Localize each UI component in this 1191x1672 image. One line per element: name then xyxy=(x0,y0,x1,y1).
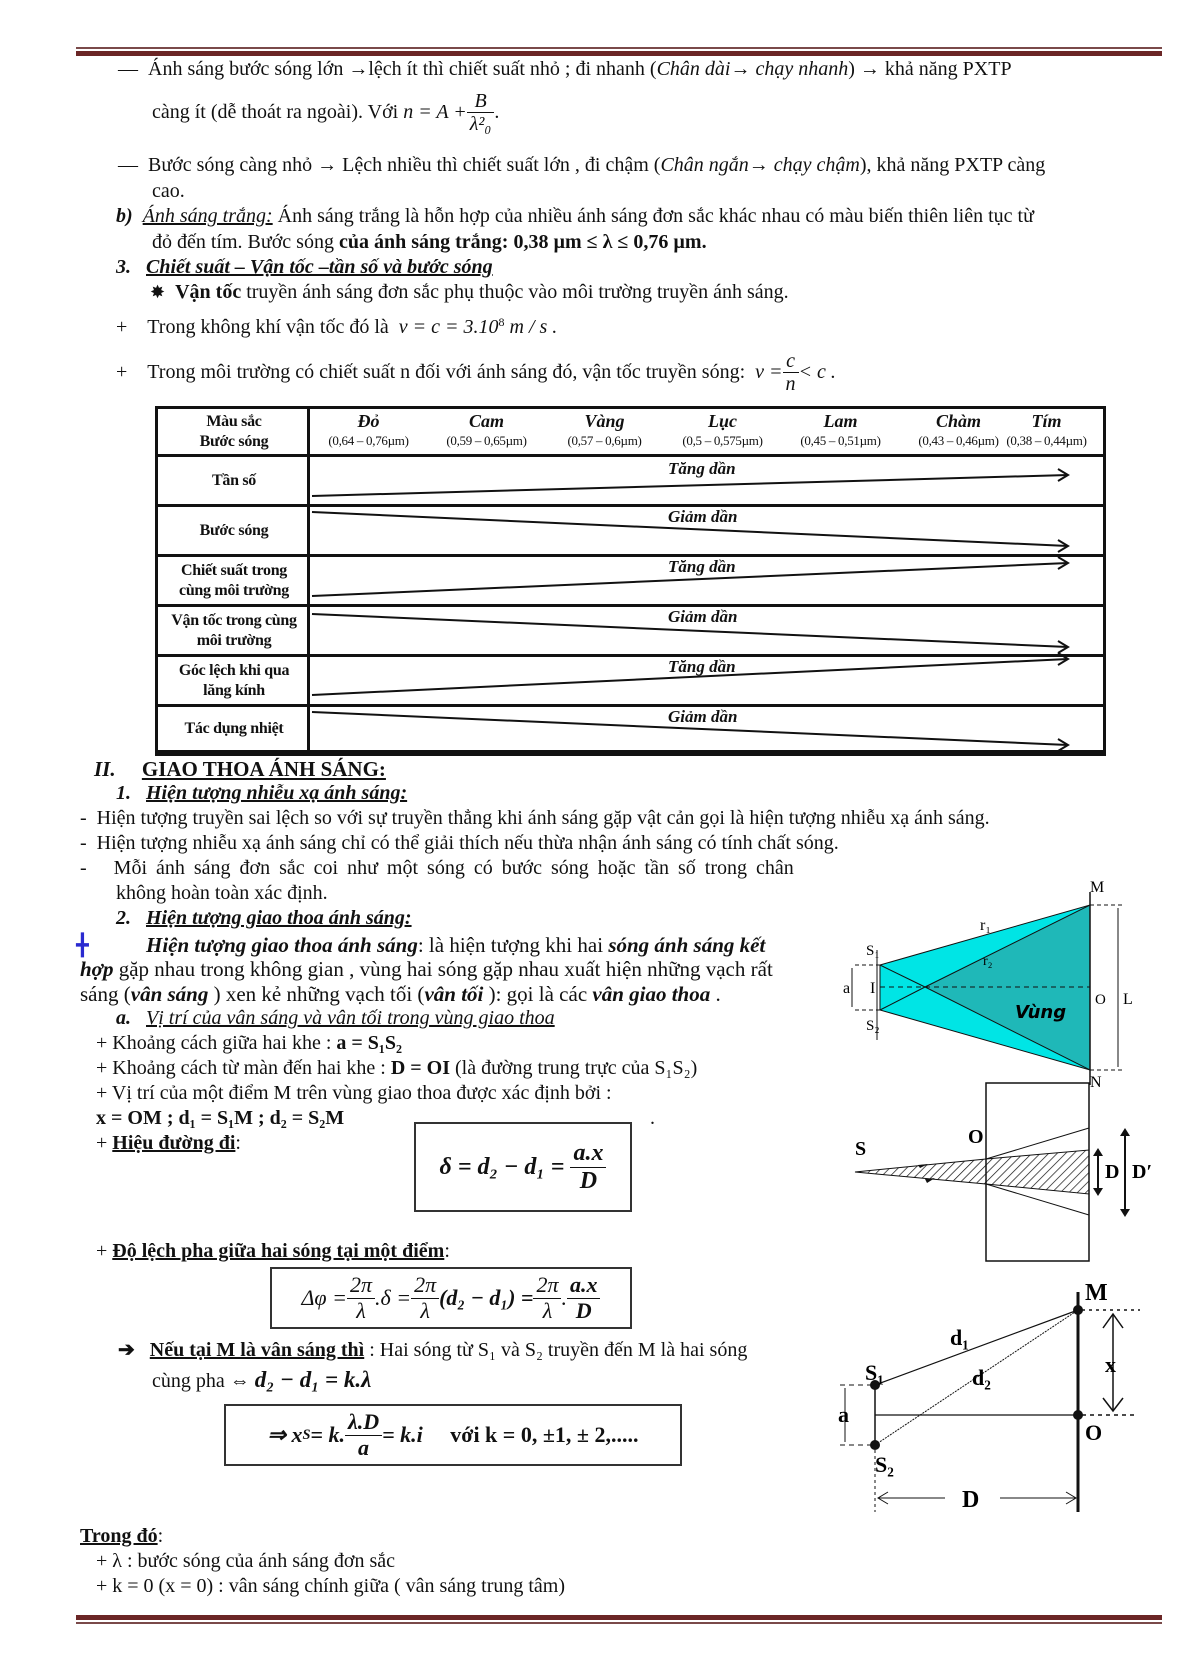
light-beam-diagram xyxy=(850,1080,1160,1270)
screen-distance: + Khoảng cách từ màn đến hai khe : D = OI (là đường trung trực của S₁S₂) xyxy=(96,1057,698,1079)
dash-bullet: — xyxy=(118,154,148,176)
list-item: - Hiện tượng truyền sai lệch so với sự truyền thẳng khi ánh sáng gặp vật cản gọi là hiện tượng nhiễu xạ ánh sáng. xyxy=(80,807,990,829)
list-item: + k = 0 (x = 0) : vân sáng chính giữa ( vân sáng trung tâm) xyxy=(96,1575,566,1597)
svg-text:S₂: S₂ xyxy=(875,1452,894,1477)
table-row: Góc lệch khi qua lăng kính Tăng dần xyxy=(158,657,1103,707)
svg-text:D: D xyxy=(962,1487,980,1513)
col-green: Lục (0,5 – 0,575µm) xyxy=(682,411,763,448)
svg-text:r₂: r₂ xyxy=(983,954,993,969)
col-violet: Tím (0,38 – 0,44µm) xyxy=(1006,411,1087,448)
phase-diff-label: + Độ lệch pha giữa hai sóng tại một điểm: xyxy=(96,1240,450,1262)
sub1-heading: 1. Hiện tượng nhiễu xạ ánh sáng: xyxy=(116,782,408,804)
double-slit-geometry-diagram xyxy=(830,1280,1160,1530)
col-red: Đỏ (0,64 – 0,76µm) xyxy=(328,411,409,448)
list-item: + λ : bước sóng của ánh sáng đơn sắc xyxy=(96,1550,396,1572)
col-orange: Cam (0,59 – 0,65µm) xyxy=(446,411,527,448)
section3-heading: 3. Chiết suất – Vận tốc –tần số và bước sóng xyxy=(116,256,493,278)
suba-heading: a. Vị trí của vân sáng và vân tối trong vùng giao thoa xyxy=(116,1007,555,1029)
svg-text:O: O xyxy=(1095,992,1106,1008)
svg-text:a: a xyxy=(838,1402,849,1427)
dash-bullet: — xyxy=(118,58,148,80)
para-short-wavelength: — Bước sóng càng nhỏ → Lệch nhiều thì chiết suất lớn , đi chậm (Chân ngắn→ chạy chậm), khả năng PXTP càng xyxy=(118,154,1046,176)
svg-text:D: D xyxy=(1105,1161,1120,1183)
interference-definition-cont: hợp gặp nhau trong không gian , vùng hai sóng gặp nhau xuất hiện những vạch rất xyxy=(80,957,773,981)
para-cont: cao. xyxy=(152,180,185,202)
velocity-air: + Trong không khí vận tốc đó là $v = c = 3.10^8$ m / s . xyxy=(116,315,558,339)
trend-arrows xyxy=(310,409,1106,754)
table-row: Vận tốc trong cùng môi trường Giảm dần xyxy=(158,607,1103,657)
slit-distance: + Khoảng cách giữa hai khe : a = S₁S₂ xyxy=(96,1032,403,1054)
list-item-cont: không hoàn toàn xác định. xyxy=(116,882,328,904)
table-row: Tác dụng nhiệt Giảm dần xyxy=(158,707,1103,753)
formula-fraction: $\frac{B}{\text{λ²₀}}$ xyxy=(467,90,495,135)
where-label: Trong đó: xyxy=(80,1525,164,1547)
svg-text:M: M xyxy=(1090,880,1105,896)
svg-text:O: O xyxy=(968,1126,984,1148)
velocity-medium: + Trong môi trường có chiết suất n đối với ánh sáng đó, vận tốc truyền sóng: v = $\frac{c}{n}$ < c . xyxy=(116,350,836,395)
sub2-heading: 2. Hiện tượng giao thoa ánh sáng: xyxy=(116,907,412,929)
velocity-statement: ✸ Vận tốc truyền ánh sáng đơn sắc phụ thuộc vào môi trường truyền ánh sáng. xyxy=(150,281,789,303)
svg-text:Vùng: Vùng xyxy=(1015,1002,1067,1023)
bright-fringe-formula: cùng pha ⇔ d₂ − d₁ = k.λ xyxy=(152,1367,372,1392)
footer-rule xyxy=(76,1615,1162,1624)
svg-text:D′: D′ xyxy=(1132,1161,1153,1183)
star-bullet-icon: ✸ xyxy=(150,282,166,302)
position-text: + Vị trí của một điểm M trên vùng giao thoa được xác định bởi : xyxy=(96,1082,612,1104)
svg-text:S₂: S₂ xyxy=(866,1018,880,1034)
bright-position-formula-box: ⇒ x S = k. $\frac{\lambda.D}{a}$ = k.i với k = 0, ±1, ± 2,..... xyxy=(224,1404,682,1466)
table-header-row: Màu sắc Bước sóng Đỏ (0,64 – 0,76µm) Cam (0,59 – 0,65µm) Vàng (0,57 – 0,6µm) Lục (0,5 – 0,575µm) Lam (0,45 – 0,51µm) Chàm (0,43 – 0,46µm) Tím (0,38 – 0,44µm) xyxy=(158,409,1103,457)
header-rule xyxy=(76,47,1162,56)
table-row: Tần số Tăng dần xyxy=(158,457,1103,507)
col-blue: Lam (0,45 – 0,51µm) xyxy=(800,411,881,448)
svg-text:r₁: r₁ xyxy=(980,917,991,934)
svg-text:M: M xyxy=(1085,1280,1108,1306)
svg-text:S₁: S₁ xyxy=(865,1360,884,1385)
list-item: - Mỗi ánh sáng đơn sắc coi như một sóng có bước sóng hoặc tần số trong chân xyxy=(80,857,794,879)
quad-arrow-bullet-icon: ╋ xyxy=(76,933,89,957)
white-light-range: đỏ đến tím. Bước sóng của ánh sáng trắng: 0,38 µm ≤ λ ≤ 0,76 µm. xyxy=(152,231,707,253)
stray-dot: . xyxy=(650,1107,655,1129)
col-yellow: Vàng (0,57 – 0,6µm) xyxy=(567,411,642,448)
svg-text:a: a xyxy=(843,980,851,997)
list-item: - Hiện tượng nhiễu xạ ánh sáng chỉ có thể giải thích nếu thừa nhận ánh sáng có tính chất sóng. xyxy=(80,832,839,854)
svg-text:L: L xyxy=(1123,991,1133,1008)
interference-definition: ╋ Hiện tượng giao thoa ánh sáng: là hiện tượng khi hai sóng ánh sáng kết xyxy=(76,933,766,957)
svg-text:S: S xyxy=(855,1138,867,1160)
plus-bullet: + xyxy=(116,361,148,383)
para-long-wavelength: — Ánh sáng bước sóng lớn →lệch ít thì chiết suất nhỏ ; đi nhanh (Chân dài→ chạy nhanh) → khả năng PXTP xyxy=(118,58,1012,80)
white-light-para: b) Ánh sáng trắng: Ánh sáng trắng là hỗn hợp của nhiều ánh sáng đơn sắc khác nhau có màu biến thiên liên tục từ xyxy=(116,205,1034,227)
svg-text:N: N xyxy=(1090,1074,1102,1090)
path-diff-formula-box: δ = d₂ − d₁ = $\frac{a.x}{D}$ xyxy=(414,1122,632,1212)
svg-text:O: O xyxy=(1085,1420,1103,1445)
col-indigo: Chàm (0,43 – 0,46µm) xyxy=(918,411,999,448)
interference-definition-cont2: sáng (vân sáng ) xen kẻ những vạch tối (vân tối ): gọi là các vân giao thoa . xyxy=(80,982,721,1006)
table-row: Chiết suất trong cùng môi trường Tăng dần xyxy=(158,557,1103,607)
svg-text:x: x xyxy=(1105,1352,1116,1377)
c-over-n: $\frac{c}{n}$ xyxy=(783,350,799,395)
svg-text:d₂: d₂ xyxy=(972,1365,991,1390)
part2-heading: II. GIAO THOA ÁNH SÁNG: xyxy=(94,757,386,781)
position-defs: x = OM ; d₁ = S₁M ; d₂ = S₂M xyxy=(96,1107,345,1129)
plus-bullet: + xyxy=(116,316,148,339)
bright-fringe-condition: ➔ Nếu tại M là vân sáng thì : Hai sóng từ S₁ và S₂ truyền đến M là hai sóng xyxy=(118,1339,748,1361)
para-dispersion-formula: càng ít (dễ thoát ra ngoài). Với n = A + $\frac{B}{\text{λ²₀}}$ . xyxy=(152,90,500,135)
spectrum-properties-table xyxy=(155,406,1106,756)
svg-text:S₁: S₁ xyxy=(866,943,880,959)
interference-region-diagram xyxy=(840,880,1140,1090)
phase-diff-formula-box: Δφ = $\frac{2\pi}{\lambda}$ .δ = $\frac{2\pi}{\lambda}$ (d₂ − d₁) = $\frac{2\pi}{\lambda}$ . $\frac{a.x}{D}$ xyxy=(270,1267,632,1329)
table-row: Bước sóng Giảm dần xyxy=(158,507,1103,557)
svg-text:d₁: d₁ xyxy=(950,1325,969,1350)
path-diff-label: + Hiệu đường đi: xyxy=(96,1132,241,1154)
arrow-right-icon: ➔ xyxy=(118,1339,135,1361)
svg-text:I: I xyxy=(870,980,876,997)
